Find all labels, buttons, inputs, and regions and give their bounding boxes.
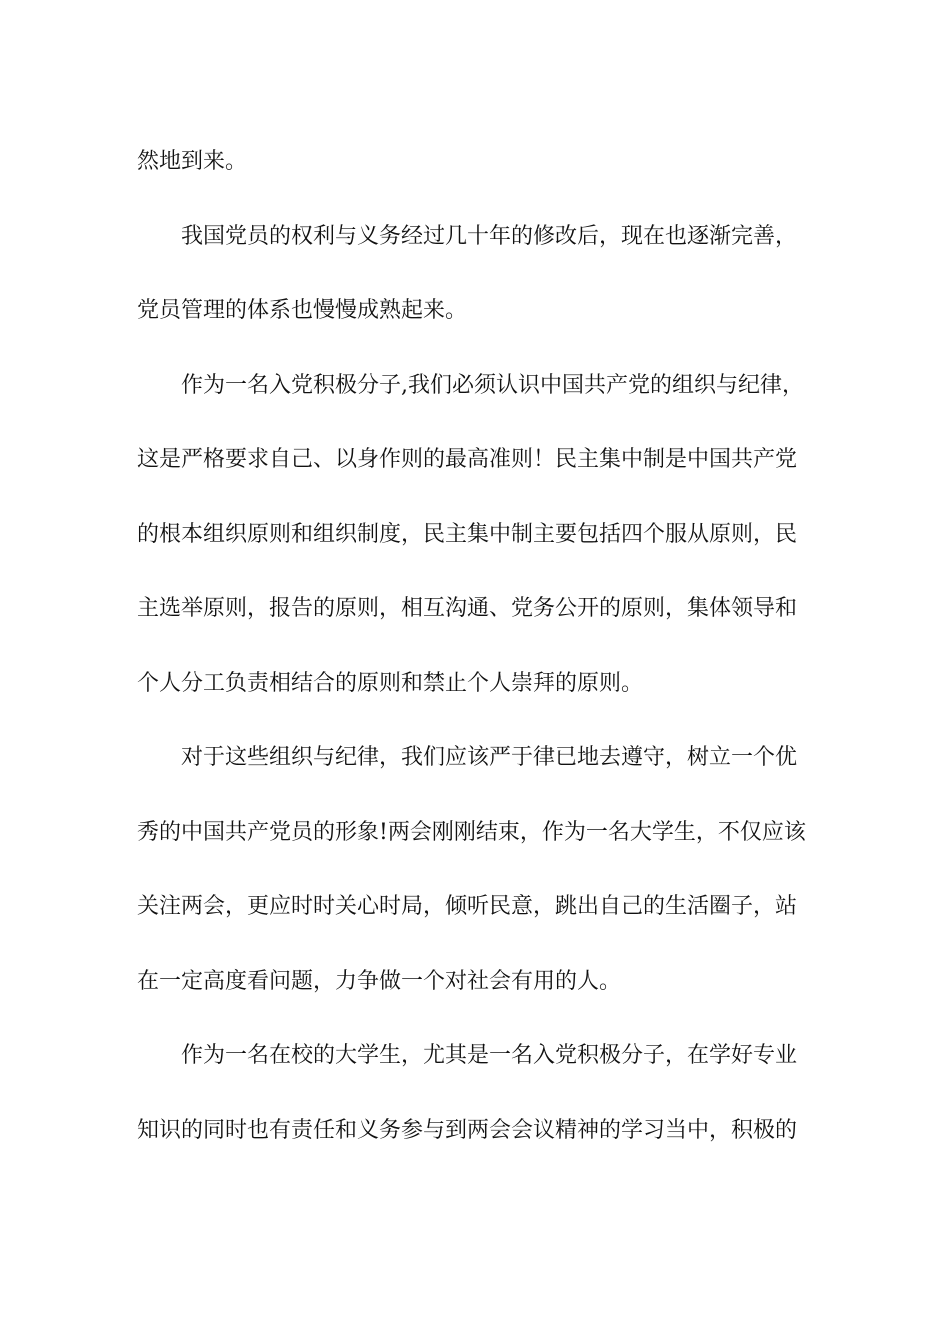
- body-text: [137, 140, 817, 1183]
- text-line: 个人分工负责相结合的原则和禁止个人崇拜的原则。: [137, 670, 644, 696]
- text-line: 秀的中国共产党员的形象!两会刚刚结束，作为一名大学生，不仅应该: [137, 819, 806, 845]
- text-line: 在一定高度看问题，力争做一个对社会有用的人。: [137, 968, 622, 994]
- paragraph-first-line: 对于这些组织与纪律，我们应该严于律已地去遵守，树立一个优: [181, 745, 798, 770]
- paragraph-first-line: 我国党员的权利与义务经过几十年的修改后，现在也逐渐完善，: [181, 223, 798, 249]
- text-line: 党员管理的体系也慢慢成熟起来。: [137, 298, 468, 323]
- text-line: 然地到来。: [137, 149, 248, 174]
- paragraph-first-line: 作为一名在校的大学生，尤其是一名入党积极分子，在学好专业: [181, 1043, 798, 1068]
- text-line: 这是严格要求自己、以身作则的最高准则！民主集中制是中国共产党: [137, 447, 798, 472]
- text-line: 关注两会，更应时时关心时局，倾听民意，跳出自己的生活圈子，站: [137, 894, 798, 919]
- paragraph-first-line: 作为一名入党积极分子,我们必须认识中国共产党的组织与纪律，: [181, 372, 804, 398]
- text-line: 知识的同时也有责任和义务参与到两会会议精神的学习当中，积极的: [137, 1117, 798, 1143]
- text-line: 主选举原则，报告的原则，相互沟通、党务公开的原则，集体领导和: [137, 596, 798, 621]
- text-line: 的根本组织原则和组织制度，民主集中制主要包括四个服从原则，民: [137, 521, 798, 547]
